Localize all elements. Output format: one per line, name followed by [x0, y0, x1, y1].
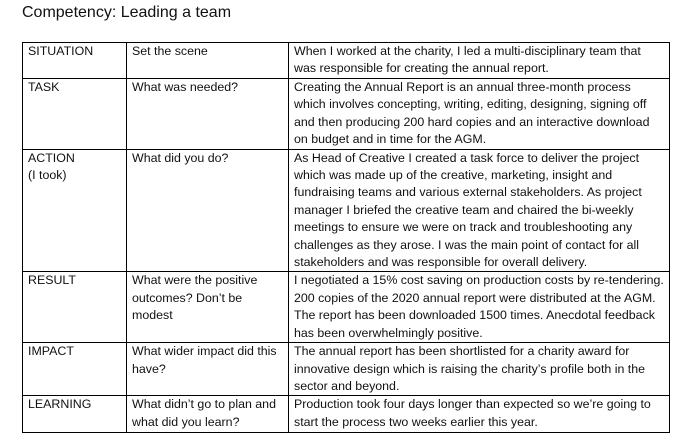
stage-cell: [23, 272, 127, 343]
stage-cell: [23, 343, 127, 396]
table-row: [23, 79, 670, 150]
answer-cell: Creating the Annual Report is an annual three-month process which involves concepting, writing, editing, designing, signing off and then producing 200 hard copies and an interactive download on budget and in time for the AGM.: [289, 79, 670, 150]
answer-cell: As Head of Creative I created a task force to deliver the project which was made up of the creative, marketing, insight and fundraising teams and various external stakeholders. As project manager I briefed the creative team and chaired the bi-weekly meetings to ensure we were on track and troubleshooting any challenges as they arose. I was the main point of contact for all stakeholders and was responsible for overall delivery.: [289, 149, 670, 272]
stage-label: LEARNING: [28, 397, 92, 412]
answer-cell: I negotiated a 15% cost saving on production costs by re-tendering. 200 copies of the 2020 annual report were distributed at the AGM. The report has been downloaded 1500 times. Anecdotal feedback has been overwhelmingly positive.: [289, 272, 670, 343]
star-table: [22, 42, 670, 433]
table-row: [23, 272, 670, 343]
stage-cell: [23, 396, 127, 433]
stage-sublabel: (I took): [28, 168, 67, 183]
answer-cell: When I worked at the charity, I led a multi-disciplinary team that was responsible for creating the annual report.: [289, 43, 670, 79]
stage-label: ACTION: [28, 150, 75, 165]
prompt-cell: What didn’t go to plan and what did you learn?: [127, 396, 289, 433]
stage-label: TASK: [28, 80, 60, 94]
stage-label: IMPACT: [28, 344, 74, 359]
stage-cell: [23, 149, 127, 272]
prompt-cell: What did you do?: [127, 149, 289, 272]
stage-cell: [23, 43, 127, 79]
table-row: [23, 43, 670, 79]
stage-cell: [23, 79, 127, 150]
table-row: [23, 343, 670, 396]
stage-label: SITUATION: [28, 44, 94, 58]
table-row: [23, 396, 670, 433]
prompt-cell: What was needed?: [127, 79, 289, 150]
prompt-cell: What were the positive outcomes? Don’t be modest: [127, 272, 289, 343]
answer-cell: Production took four days longer than expected so we’re going to start the process two weeks earlier this year.: [289, 396, 670, 433]
table-row: [23, 149, 670, 272]
stage-label: RESULT: [28, 273, 76, 288]
answer-cell: The annual report has been shortlisted for a charity award for innovative design which is raising the charity’s profile both in the sector and beyond.: [289, 343, 670, 396]
page-title: Competency: Leading a team: [22, 4, 232, 21]
prompt-cell: What wider impact did this have?: [127, 343, 289, 396]
prompt-cell: Set the scene: [127, 43, 289, 79]
